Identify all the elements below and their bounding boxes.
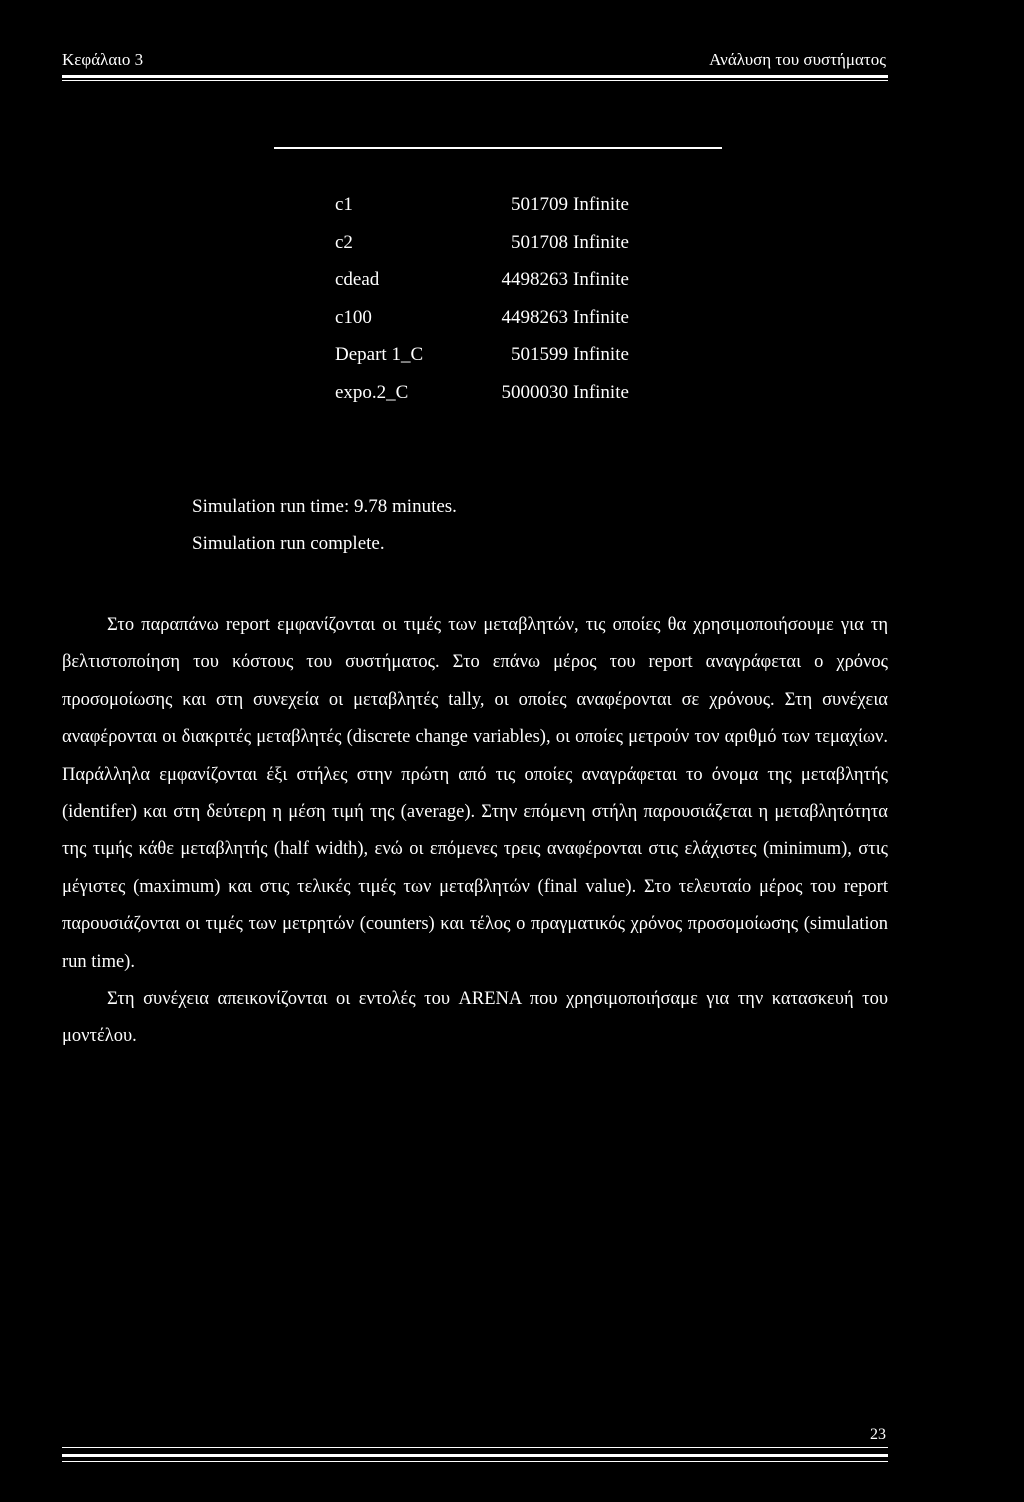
footer-rule-bottom (62, 1461, 888, 1462)
counter-name: c1 (335, 194, 353, 215)
counter-value: 5000030 (501, 381, 568, 403)
counter-limit: Infinite (573, 381, 629, 403)
header-rule-thin (62, 80, 888, 81)
counter-value: 501709 (511, 194, 568, 215)
page-header (62, 50, 886, 74)
footer-rule-thin (62, 1447, 888, 1448)
counter-name: c2 (335, 231, 353, 253)
counter-name: c100 (335, 306, 372, 328)
section-title: Ανάλυση του συστήματος (709, 50, 886, 69)
chapter-title: Κεφάλαιο 3 (62, 50, 144, 69)
counter-limit: Infinite (573, 344, 629, 366)
counter-row (335, 344, 655, 382)
counters-table (335, 194, 655, 420)
counter-name: expo.2_C (335, 381, 409, 403)
paragraph: Στη συνέχεια απεικονίζονται οι εντολές του ARENA που χρησιμοποιήσαμε για την κατασκευή του μοντέλου. (62, 989, 888, 1047)
body-text (62, 607, 888, 1056)
counter-limit: Infinite (573, 306, 629, 328)
counter-row (335, 382, 655, 420)
header-rule-thick (62, 75, 888, 78)
counter-name: Depart 1_C (335, 344, 424, 366)
footer-rule-thick (62, 1454, 888, 1457)
counter-value: 4498263 (501, 306, 568, 328)
report-table-rule (274, 147, 722, 149)
counter-value: 501708 (511, 231, 568, 253)
counter-row (335, 307, 655, 345)
page-number: 23 (870, 1426, 886, 1443)
counter-limit: Infinite (573, 194, 629, 215)
counter-row (335, 194, 655, 232)
counter-limit: Infinite (573, 269, 629, 291)
counter-name: cdead (335, 269, 380, 291)
counter-value: 501599 (511, 344, 568, 366)
simulation-run-complete: Simulation run complete. (192, 533, 385, 554)
paragraph: Στο παραπάνω report εμφανίζονται οι τιμές των μεταβλητών, τις οποίες θα χρησιμοποιήσουμε για τη βελτιστοποίηση του κόστους του συστήματος. Στο επάνω μέρος του report αναγράφεται ο χρόνος προσομοίωσης και στη συνεχεία οι μεταβλητές tally, οι οποίες αναφέρονται σε χρόνους. Στη συνέχεια αναφέρονται οι διακριτές μεταβλητές (discrete change variables), οι οποίες μετρούν τον αριθμό των τεμαχίων. Παράλληλα εμφανίζονται έξι στήλες στην πρώτη από τις οποίες αναγράφεται το όνομα της μεταβλητής (identifer) και στη δεύτερη η μέση τιμή της (average). Στην επόμενη στήλη παρουσιάζεται η μεταβλητότητα της τιμής κάθε μεταβλητής (half width), ενώ οι επόμενες τρεις αναφέρονται στις ελάχιστες (minimum), στις μέγιστες (maximum) και στις τελικές τιμές των μεταβλητών (final value). Στο τελευταίο μέρος του report παρουσιάζονται οι τιμές των μετρητών (counters) και τέλος ο πραγματικός χρόνος προσομοίωσης (simulation run time). (62, 615, 888, 972)
counter-row (335, 269, 655, 307)
counter-row (335, 232, 655, 270)
counter-limit: Infinite (573, 231, 629, 253)
counter-value: 4498263 (501, 269, 568, 291)
simulation-run-time: Simulation run time: 9.78 minutes. (192, 496, 457, 517)
